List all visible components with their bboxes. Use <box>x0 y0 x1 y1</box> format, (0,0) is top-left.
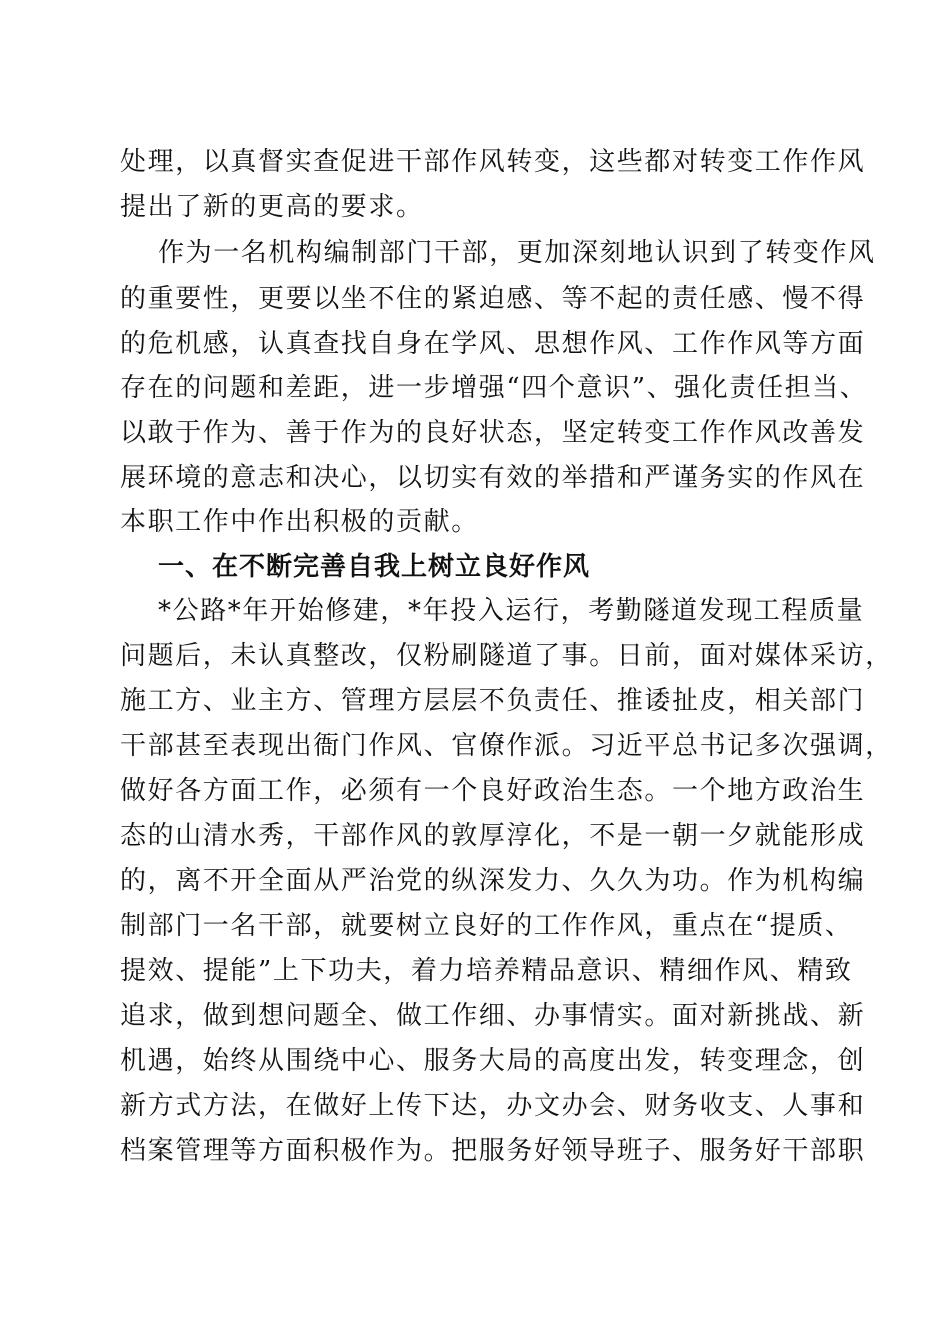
paragraph-line: 档案管理等方面积极作为。把服务好领导班子、服务好干部职 <box>120 1136 866 1166</box>
paragraph-line: 提效、提能”上下功夫，着力培养精品意识、精细作风、精致 <box>120 956 853 986</box>
paragraph-line: 制部门一名干部，就要树立良好的工作作风，重点在“提质、 <box>120 911 853 941</box>
paragraph-line: 做好各方面工作，必须有一个良好政治生态。一个地方政治生 <box>120 776 866 806</box>
paragraph-line: 展环境的意志和决心，以切实有效的举措和严谨务实的作风在 <box>120 463 866 493</box>
paragraph-line: 以敢于作为、善于作为的良好状态，坚定转变工作作风改善发 <box>120 418 866 448</box>
paragraph-line: 追求，做到想问题全、做工作细、办事情实。面对新挑战、新 <box>120 1001 866 1031</box>
paragraph-line: 施工方、业主方、管理方层层不负责任、推诿扯皮，相关部门 <box>120 686 866 716</box>
paragraph-line: 的重要性，更要以坐不住的紧迫感、等不起的责任感、慢不得 <box>120 284 866 314</box>
paragraph-line: *公路*年开始修建，*年投入运行，考勤隧道发现工程质量 <box>158 596 865 626</box>
paragraph-line: 本职工作中作出积极的贡献。 <box>120 507 479 537</box>
paragraph-line: 的，离不开全面从严治党的纵深发力、久久为功。作为机构编 <box>120 866 866 896</box>
paragraph-line: 存在的问题和差距，进一步增强“四个意识”、强化责任担当、 <box>120 373 868 403</box>
paragraph-line: 提出了新的更高的要求。 <box>120 192 424 222</box>
paragraph-line: 处理，以真督实查促进干部作风转变，这些都对转变工作作风 <box>120 147 866 177</box>
paragraph-line: 态的山清水秀，干部作风的敦厚淳化，不是一朝一夕就能形成 <box>120 821 866 851</box>
paragraph-line: 机遇，始终从围绕中心、服务大局的高度出发，转变理念，创 <box>120 1046 866 1076</box>
paragraph-line: 作为一名机构编制部门干部，更加深刻地认识到了转变作风 <box>158 238 876 268</box>
paragraph-line: 新方式方法，在做好上传下达，办文办会、财务收支、人事和 <box>120 1091 866 1121</box>
paragraph-line: 的危机感，认真查找自身在学风、思想作风、工作作风等方面 <box>120 329 866 359</box>
section-heading: 一、在不断完善自我上树立良好作风 <box>158 552 591 582</box>
paragraph-line: 干部甚至表现出衙门作风、官僚作派。习近平总书记多次强调， <box>120 731 893 761</box>
paragraph-line: 问题后，未认真整改，仅粉刷隧道了事。日前，面对媒体采访， <box>120 641 893 671</box>
